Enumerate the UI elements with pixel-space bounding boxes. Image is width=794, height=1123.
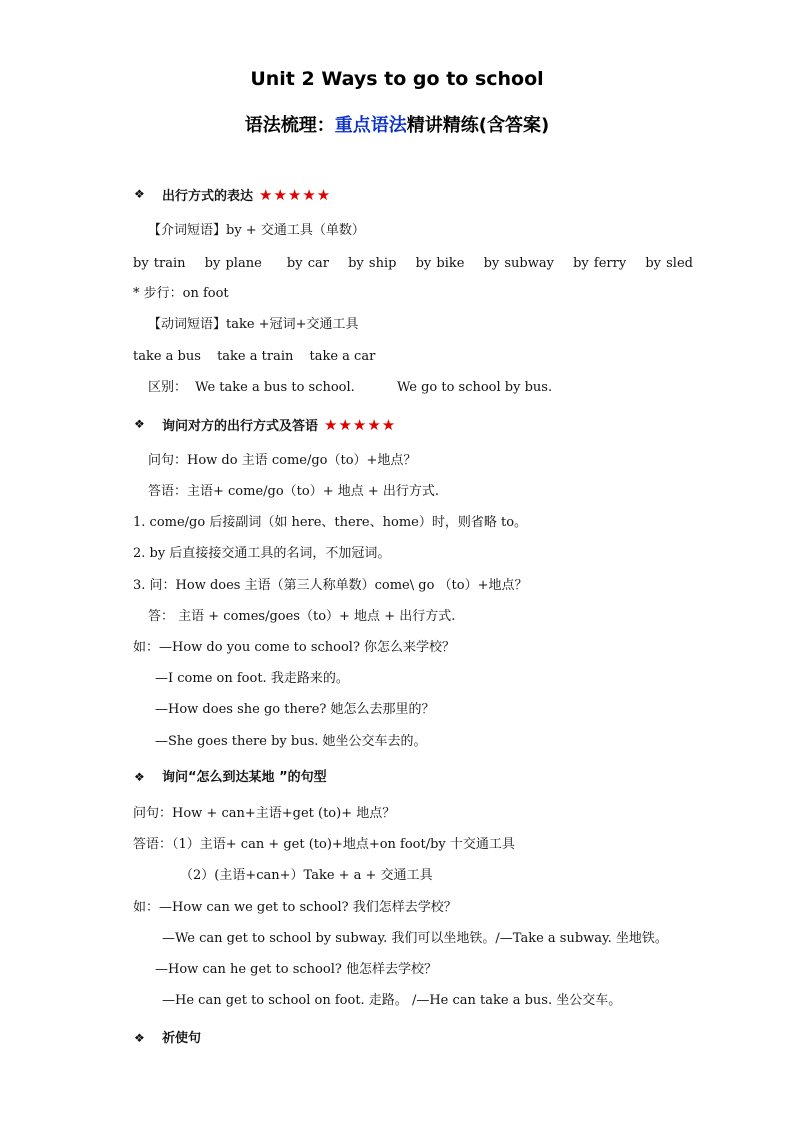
take-phrase-list — [133, 348, 375, 366]
section2-answer-pattern: 答语：主语+ come/go（to）+ 地点 + 出行方式. — [148, 484, 440, 499]
by-item: by bike — [415, 256, 465, 271]
difference-line — [148, 379, 552, 397]
section2-question-pattern: 问句：How do 主语 come/go（to）+地点？ — [148, 453, 417, 468]
section2-note-2: 2. by 后直接接交通工具的名词，不加冠词。 — [133, 546, 391, 561]
document-subtitle — [0, 111, 794, 137]
bullet-icon: ❖ — [134, 1031, 145, 1045]
by-item: by car — [286, 256, 329, 271]
take-item: take a car — [309, 349, 376, 364]
section2-stars: ★★★★★ — [324, 416, 397, 434]
section3-example-q2: —How can he get to school? 他怎样去学校？ — [155, 962, 437, 977]
section2-heading-text: 询问对方的出行方式及答语 — [162, 419, 319, 434]
by-item: by ship — [348, 256, 397, 271]
section2-example-q2: —How does she go there? 她怎么去那里的？ — [155, 702, 435, 717]
verb-phrase-label: 【动词短语】take +冠词+交通工具 — [148, 317, 359, 332]
difference-example-a: We take a bus to school. — [195, 380, 355, 395]
section2-note-3: 3. 问：How does 主语（第三人称单数）come\ go （to）+地点？ — [133, 578, 528, 593]
subtitle-prefix: 语法梳理： — [244, 115, 335, 136]
prep-phrase-label: 【介词短语】by + 交通工具（单数） — [148, 223, 365, 238]
section3-answer-1: 答语：（1）主语+ can + get (to)+地点+on foot/by 十交通工具 — [133, 837, 515, 852]
by-item: by plane — [204, 256, 262, 271]
section3-heading: 询问“怎么到达某地 ”的句型 — [162, 770, 327, 785]
section2-note-1: 1. come/go 后接副词（如 here、there、home）时，则省略 to。 — [133, 515, 528, 530]
difference-label: 区别： — [148, 380, 188, 395]
bullet-icon: ❖ — [134, 187, 145, 201]
on-foot-note: * 步行：on foot — [133, 286, 229, 301]
by-item: by sled — [645, 256, 693, 271]
section4-heading: 祈使句 — [162, 1031, 202, 1046]
document-title: Unit 2 Ways to go to school — [250, 68, 544, 90]
take-item: take a train — [217, 349, 294, 364]
section1-heading — [162, 186, 331, 206]
section3-question-pattern: 问句：How + can+主语+get (to)+ 地点？ — [133, 806, 396, 821]
section2-example-a2: —She goes there by bus. 她坐公交车去的。 — [155, 734, 427, 749]
subtitle-suffix: 精讲精练(含答案) — [406, 115, 550, 136]
section1-stars: ★★★★★ — [259, 186, 332, 204]
section3-answer-2: （2）(主语+can+）Take + a + 交通工具 — [180, 868, 433, 883]
section3-example-a2: —He can get to school on foot. 走路。 /—He can take a bus. 坐公交车。 — [162, 993, 622, 1008]
by-item: by subway — [483, 256, 554, 271]
take-item: take a bus — [133, 349, 201, 364]
by-item: by ferry — [573, 256, 627, 271]
difference-example-b: We go to school by bus. — [396, 380, 553, 395]
section2-note-3-answer: 答： 主语 + comes/goes（to）+ 地点 + 出行方式. — [148, 609, 456, 624]
subtitle-highlight: 重点语法 — [334, 115, 407, 136]
bullet-icon: ❖ — [134, 417, 145, 431]
section3-example-q: 如：—How can we get to school? 我们怎样去学校？ — [133, 900, 457, 915]
section3-example-a: —We can get to school by subway. 我们可以坐地铁。/—Take a subway. 坐地铁。 — [162, 931, 668, 946]
section1-heading-text: 出行方式的表达 — [162, 189, 254, 204]
by-phrase-list — [133, 255, 693, 273]
section2-heading — [162, 416, 396, 436]
section2-example-q: 如：—How do you come to school? 你怎么来学校？ — [133, 640, 456, 655]
section2-example-a: —I come on foot. 我走路来的。 — [155, 671, 349, 686]
by-item: by train — [133, 256, 186, 271]
bullet-icon: ❖ — [134, 770, 145, 784]
